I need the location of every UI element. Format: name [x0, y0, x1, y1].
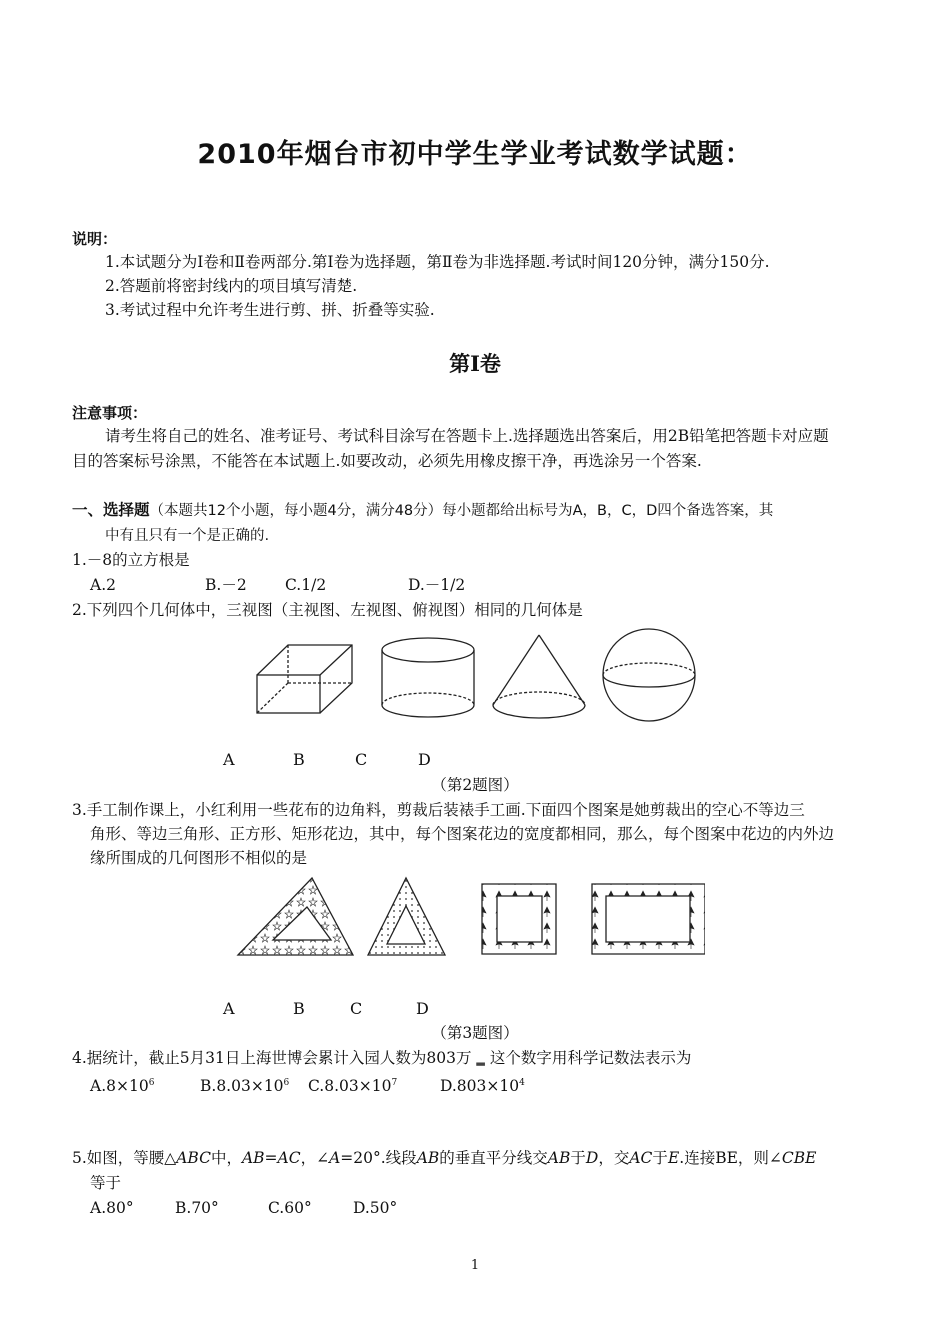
q1-option-c: C.1/2	[285, 576, 327, 594]
space-marker-icon: ▂	[476, 1053, 485, 1066]
q4-stem-part-b: 这个数字用科学记数法表示为	[489, 1049, 692, 1067]
q2-label-d: D	[418, 750, 431, 769]
q3-line-2: 角形、等边三角形、正方形、矩形花边，其中，每个图案花边的宽度都相同，那么，每个图案中花边的内外边	[90, 825, 835, 843]
q1-option-b: B.－2	[205, 576, 247, 594]
q3-label-c: C	[350, 999, 363, 1018]
attention-heading: 注意事项：	[72, 404, 148, 422]
q5-stem: 5.如图，等腰△ABC中，AB=AC，∠A=20°.线段AB的垂直平分线交AB于D，交AC于E.连接BE，则∠CBE	[72, 1149, 817, 1167]
note-item-1: 1.本试题分为Ⅰ卷和Ⅱ卷两部分.第Ⅰ卷为选择题，第Ⅱ卷为非选择题.考试时间120分钟，满分150分.	[105, 253, 770, 271]
section-1-label: 一、选择题	[72, 501, 150, 519]
q5-option-b: B.70°	[175, 1199, 219, 1217]
q3-label-a: A	[223, 999, 235, 1018]
q1-option-a: A.2	[90, 576, 116, 594]
cone-figure	[493, 635, 585, 718]
notes-heading: 说明：	[72, 230, 118, 248]
q3-line-1: 3.手工制作课上，小红利用一些花布的边角料，剪裁后装裱手工画.下面四个图案是她剪裁出的空心不等边三	[72, 801, 805, 819]
cylinder-figure	[382, 638, 474, 717]
attention-line-2: 目的答案标号涂黑，不能答在本试题上.如要改动，必须先用橡皮擦干净，再选涂另一个答案.	[72, 452, 702, 470]
q1-option-d: D.－1/2	[408, 576, 466, 594]
q2-caption: （第2题图）	[431, 776, 519, 794]
q1-stem: 1.－8的立方根是	[72, 551, 190, 569]
note-item-2: 2.答题前将密封线内的项目填写清楚.	[105, 277, 358, 295]
frame-d-rectangle	[592, 884, 705, 954]
q5-option-a: A.80°	[90, 1199, 134, 1217]
part-title: 第Ⅰ卷	[449, 351, 501, 376]
q2-label-a: A	[223, 750, 235, 769]
q2-label-b: B	[293, 750, 305, 769]
q3-line-3: 缘所围成的几何图形不相似的是	[90, 849, 308, 867]
frame-c-square	[482, 884, 556, 954]
section-1-desc-1: （本题共12个小题，每小题4分，满分48分）每小题都给出标号为A，B，C，D四个备选答案，其	[149, 503, 774, 519]
q2-stem: 2.下列四个几何体中，三视图（主视图、左视图、俯视图）相同的几何体是	[72, 601, 583, 619]
attention-line-1: 请考生将自己的姓名、准考证号、考试科目涂写在答题卡上.选择题选出答案后，用2B铅笔把答题卡对应题	[105, 427, 829, 445]
q5-stem-line-2: 等于	[90, 1174, 122, 1192]
section-1-intro	[72, 498, 773, 523]
note-item-3: 3.考试过程中允许考生进行剪、拼、折叠等实验.	[105, 301, 435, 319]
q3-frames-figure	[235, 872, 705, 962]
q4-stem-part-a: 4.据统计，截止5月31日上海世博会累计入园人数为803万	[72, 1049, 472, 1067]
page-title: 2010年烟台市初中学生学业考试数学试题：	[197, 139, 753, 170]
frame-a-scalene-triangle	[238, 878, 353, 955]
q4-option-c: $C.8.03\times 10^7$	[308, 1077, 398, 1096]
section-1-desc-2: 中有且只有一个是正确的.	[105, 528, 270, 544]
q4-option-b: $B.8.03\times 10^6$	[200, 1077, 290, 1096]
frame-b-equilateral-triangle	[368, 878, 445, 955]
q5-option-c: C.60°	[268, 1199, 312, 1217]
page-number: 1	[470, 1258, 480, 1273]
q3-label-d: D	[416, 999, 429, 1018]
q4-option-a: $A.8\times 10^6$	[90, 1077, 155, 1096]
q3-caption: （第3题图）	[431, 1024, 519, 1042]
sphere-figure	[603, 629, 695, 721]
cuboid-figure	[257, 645, 352, 713]
q2-solids-figure	[245, 625, 705, 725]
q4-option-d: $D.803\times 10^4$	[440, 1077, 525, 1096]
q4-stem	[72, 1046, 691, 1072]
q5-option-d: D.50°	[353, 1199, 398, 1217]
q3-label-b: B	[293, 999, 305, 1018]
q2-label-c: C	[355, 750, 368, 769]
